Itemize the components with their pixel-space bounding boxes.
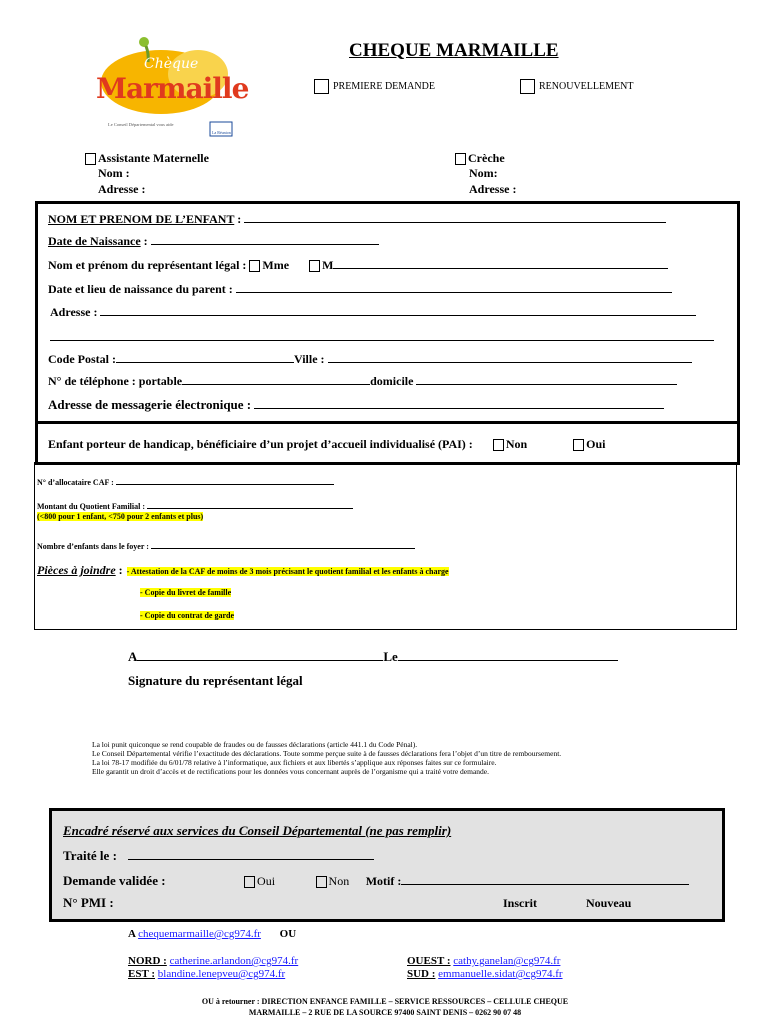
nouveau-label: Nouveau [586, 896, 632, 910]
documents-row [37, 561, 449, 579]
handicap-label: Enfant porteur de handicap, bénéficiaire d’un projet d’accueil individualisé (PAI) : [48, 437, 473, 451]
logo-tagline: Le Conseil Départemental vous aide [108, 122, 174, 127]
colon: : [143, 234, 148, 248]
colon: : [115, 563, 123, 577]
caf-number-row [37, 476, 334, 487]
children-count-row [37, 540, 415, 551]
document-contrat-garde: - Copie du contrat de garde [140, 611, 234, 620]
checkbox-validated-oui[interactable] [244, 876, 255, 888]
legal-line: Le Conseil Départemental vérifie l’exactitude des déclarations. Toute somme perçue suite à de fausses déclarations fera l’objet d’un titre de remboursement. [92, 749, 562, 758]
documents-label: Pièces à joindre [37, 563, 116, 577]
date-field[interactable] [398, 648, 618, 661]
mode-assistante[interactable] [85, 151, 209, 166]
handicap-non-label: Non [505, 437, 528, 451]
option-premiere-demande[interactable] [314, 79, 435, 94]
parent-birth-row [48, 280, 672, 297]
checkbox-handicap-oui[interactable] [573, 439, 584, 451]
phone-home-label: domicile [370, 374, 414, 388]
birth-row [48, 232, 379, 249]
address-row [50, 303, 696, 320]
mme-label: Mme [262, 258, 290, 272]
footer-address [0, 996, 770, 1018]
city-field[interactable] [328, 350, 692, 363]
qf-field[interactable] [147, 500, 353, 509]
creche-adresse-label: Adresse : [469, 182, 517, 196]
qf-row [37, 500, 353, 511]
address-label: Adresse : [50, 305, 98, 319]
checkbox-mme[interactable] [249, 260, 260, 272]
est-label: EST : [128, 968, 156, 980]
processed-row [63, 847, 374, 864]
place-label: A [128, 649, 138, 664]
main-contact-row [128, 928, 296, 940]
document-livret-famille: - Copie du livret de famille [140, 588, 232, 597]
email-row [48, 396, 664, 413]
phone-home-field[interactable] [416, 372, 677, 385]
option-label: PREMIERE DEMANDE [333, 80, 435, 92]
pmi-label: N° PMI : [63, 895, 114, 910]
sud-email-link[interactable]: emmanuelle.sidat@cg974.fr [438, 968, 563, 980]
checkbox-validated-non[interactable] [316, 876, 327, 888]
option-renouvellement[interactable] [520, 79, 633, 94]
qf-note: (<800 pour 1 enfant, <750 pour 2 enfants et plus) [37, 512, 204, 521]
form-title: CHEQUE MARMAILLE [349, 40, 559, 61]
or-label: OU [279, 928, 297, 940]
address-field-2[interactable] [50, 340, 714, 341]
nord-contact [128, 955, 298, 967]
est-email-link[interactable]: blandine.lenepveu@cg974.fr [157, 968, 286, 980]
colon: : [237, 212, 242, 226]
nord-label: NORD : [128, 955, 167, 967]
city-label: Ville : [294, 352, 325, 366]
representative-row [48, 256, 668, 273]
m-label: M [322, 258, 334, 272]
mode-label: Assistante Maternelle [98, 151, 209, 165]
child-name-row [48, 210, 718, 227]
processed-label: Traité le : [63, 848, 117, 863]
place-date-row [128, 648, 618, 665]
logo [86, 34, 256, 139]
signature-label: Signature du représentant légal [128, 673, 303, 688]
handicap-oui-label: Oui [586, 437, 606, 451]
checkbox-assistante[interactable] [85, 153, 96, 165]
email-field[interactable] [254, 396, 664, 409]
birth-label: Date de Naissance [48, 234, 141, 248]
reason-field[interactable] [401, 872, 689, 885]
child-name-field[interactable] [244, 210, 666, 223]
mode-creche[interactable] [455, 151, 505, 166]
inscrit-label: Inscrit [503, 896, 537, 910]
parent-birth-field[interactable] [236, 280, 672, 293]
footer-line: MARMAILLE – 2 RUE DE LA SOURCE 97400 SAINT DENIS – 0262 90 07 48 [248, 1008, 522, 1017]
legal-notice [92, 740, 652, 776]
postal-code-field[interactable] [116, 350, 294, 363]
postal-row [48, 350, 692, 367]
send-to-label: A [128, 928, 136, 940]
child-name-label: NOM ET PRENOM DE L’ENFANT [48, 212, 235, 226]
phone-row [48, 372, 677, 389]
caf-number-label: N° d’allocataire CAF : [37, 478, 114, 487]
mode-label: Crèche [468, 151, 505, 165]
checkbox-creche[interactable] [455, 153, 466, 165]
reserved-title: Encadré réservé aux services du Conseil Départemental (ne pas remplir) [63, 823, 452, 838]
validated-oui-label: Oui [257, 874, 276, 888]
checkbox-handicap-non[interactable] [493, 439, 504, 451]
qf-label: Montant du Quotient Familial : [37, 502, 146, 511]
est-contact [128, 968, 285, 980]
creche-nom-label: Nom: [469, 166, 498, 180]
logo-word-marmaille: Marmaille [96, 72, 249, 105]
main-email-link[interactable]: chequemarmaille@cg974.fr [138, 928, 261, 940]
children-count-label: Nombre d’enfants dans le foyer : [37, 542, 149, 551]
document-caf-attestation: - Attestation de la CAF de moins de 3 mois précisant le quotient familial et les enfants à charge [126, 567, 449, 576]
sud-contact [407, 968, 563, 980]
validated-non-label: Non [328, 874, 350, 888]
checkbox-premiere-demande[interactable] [314, 79, 329, 94]
children-count-field[interactable] [151, 540, 415, 549]
logo-word-cheque: Chèque [144, 56, 199, 72]
phone-mobile-label: N° de téléphone : portable [48, 374, 183, 388]
option-label: RENOUVELLEMENT [539, 80, 634, 92]
sud-label: SUD : [407, 968, 436, 980]
assistante-adresse-label: Adresse : [98, 182, 146, 196]
place-field[interactable] [137, 648, 383, 661]
checkbox-m[interactable] [309, 260, 320, 272]
legal-line: La loi punit quiconque se rend coupable de fraudes ou de fausses déclarations (article 441.1 du Code Pénal). [92, 740, 418, 749]
legal-line: Elle garantit un droit d’accès et de rectifications pour les données vous concernant auprès de l’organisme qui a traité votre demande. [92, 767, 490, 776]
logo-badge: La Réunion [212, 130, 231, 135]
reason-label: Motif : [365, 874, 402, 888]
representative-name-field[interactable] [333, 256, 668, 269]
ouest-label: OUEST : [407, 955, 451, 967]
assistante-nom-label: Nom : [98, 166, 130, 180]
validated-row [63, 872, 689, 889]
nord-email-link[interactable]: catherine.arlandon@cg974.fr [169, 955, 299, 967]
checkbox-renouvellement[interactable] [520, 79, 535, 94]
address-field-1[interactable] [100, 303, 696, 316]
processed-date-field[interactable] [128, 847, 374, 860]
phone-mobile-field[interactable] [182, 372, 370, 385]
postal-code-label: Code Postal : [48, 352, 116, 366]
ouest-contact [407, 955, 560, 967]
caf-number-field[interactable] [116, 476, 334, 485]
date-label: Le [383, 649, 398, 664]
footer-line: OU à retourner : DIRECTION ENFANCE FAMILLE – SERVICE RESSOURCES – CELLULE CHEQUE [201, 997, 569, 1006]
ouest-email-link[interactable]: cathy.ganelan@cg974.fr [453, 955, 561, 967]
representative-label: Nom et prénom du représentant légal : [48, 258, 247, 272]
birth-date-field[interactable] [151, 232, 379, 245]
validated-label: Demande validée : [63, 873, 166, 888]
legal-line: La loi 78-17 modifiée du 6/01/78 relative à l’informatique, aux fichiers et aux libertés s’applique aux réponses faites sur ce formulaire. [92, 758, 497, 767]
parent-birth-label: Date et lieu de naissance du parent : [48, 282, 233, 296]
handicap-row [48, 437, 606, 452]
email-label: Adresse de messagerie électronique : [48, 397, 252, 412]
